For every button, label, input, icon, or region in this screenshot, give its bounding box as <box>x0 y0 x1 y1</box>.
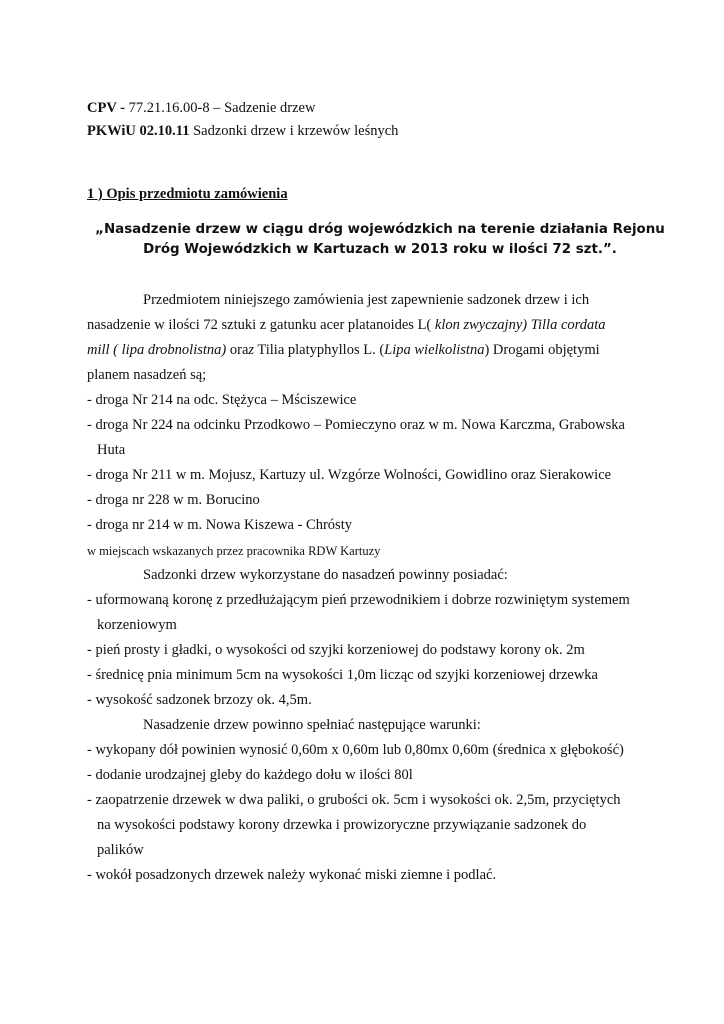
road-item-1: - droga Nr 214 na odc. Stężyca – Mściszewice <box>87 392 357 408</box>
seedlings-item-4: - wysokość sadzonek brzozy ok. 4,5m. <box>87 692 312 708</box>
road-item-4: - droga nr 228 w m. Borucino <box>87 492 260 508</box>
title-line-2: Dróg Wojewódzkich w Kartuzach w 2013 roku w ilości 72 szt.”. <box>143 242 617 257</box>
intro-line-3-italic-a: mill ( lipa drobnolistna) <box>87 342 227 358</box>
intro-line-3 <box>87 341 600 359</box>
intro-line-3-italic-c: Lipa wielkolistna <box>384 342 485 358</box>
seedlings-item-1: - uformowaną koronę z przedłużającym pień przewodnikiem i dobrze rozwiniętym systemem <box>87 592 630 608</box>
planting-item-1: - wykopany dół powinien wynosić 0,60m x 0,60m lub 0,80mx 0,60m (średnica x głębokość) <box>87 742 624 758</box>
seedlings-item-2: - pień prosty i gładki, o wysokości od szyjki korzeniowej do podstawy korony ok. 2m <box>87 642 585 658</box>
seedlings-item-3: - średnicę pnia minimum 5cm na wysokości 1,0m licząc od szyjki korzeniowej drzewka <box>87 667 598 683</box>
cpv-label: CPV - <box>87 100 129 116</box>
planting-item-4: - wokół posadzonych drzewek należy wykonać miski ziemne i podlać. <box>87 867 497 883</box>
planting-item-3-cont-2: palików <box>97 842 144 858</box>
planting-item-2: - dodanie urodzajnej gleby do każdego dołu w ilości 80l <box>87 767 413 783</box>
planting-item-3: - zaopatrzenie drzewek w dwa paliki, o grubości ok. 5cm i wysokości ok. 2,5m, przyciętych <box>87 792 621 808</box>
intro-line-2 <box>87 316 606 334</box>
places-note: w miejscach wskazanych przez pracownika RDW Kartuzy <box>87 544 381 558</box>
road-item-3: - droga Nr 211 w m. Mojusz, Kartuzy ul. Wzgórze Wolności, Gowidlino oraz Sierakowice <box>87 467 612 483</box>
pkwiu-label: PKWiU 02.10.11 <box>87 123 190 139</box>
seedlings-intro: Sadzonki drzew wykorzystane do nasadzeń powinny posiadać: <box>143 567 508 583</box>
pkwiu-line <box>87 122 398 140</box>
seedlings-item-1-cont: korzeniowym <box>97 617 177 633</box>
intro-line-3-italic-b: z <box>248 342 255 358</box>
cpv-value: 77.21.16.00-8 – Sadzenie drzew <box>128 100 316 116</box>
intro-line-1: Przedmiotem niniejszego zamówienia jest zapewnienie sadzonek drzew i ich <box>143 292 590 308</box>
planting-intro: Nasadzenie drzew powinno spełniać następujące warunki: <box>143 717 481 733</box>
intro-line-3-text-c: ) Drogami objętymi <box>484 342 600 358</box>
cpv-line <box>87 99 315 117</box>
pkwiu-value: Sadzonki drzew i krzewów leśnych <box>189 123 399 139</box>
planting-item-3-cont-1: na wysokości podstawy korony drzewka i prowizoryczne przywiązanie sadzonek do <box>97 817 587 833</box>
road-item-2: - droga Nr 224 na odcinku Przodkowo – Pomieczyno oraz w m. Nowa Karczma, Grabowska <box>87 417 625 433</box>
section-heading: 1 ) Opis przedmiotu zamówienia <box>87 186 288 202</box>
title-line-1: „Nasadzenie drzew w ciągu dróg wojewódzkich na terenie działania Rejonu <box>95 222 665 237</box>
intro-line-3-text-b: Tilia platyphyllos L. ( <box>254 342 385 358</box>
intro-line-3-text-a: ora <box>226 342 249 358</box>
intro-line-2-italic: klon zwyczajny) Tilla cordata <box>434 317 606 333</box>
road-item-5: - droga nr 214 w m. Nowa Kiszewa - Chrósty <box>87 517 352 533</box>
intro-line-4: planem nasadzeń są; <box>87 367 207 383</box>
road-item-2-cont: Huta <box>97 442 126 458</box>
intro-line-2-text: nasadzenie w ilości 72 sztuki z gatunku acer platanoides L( <box>87 317 435 333</box>
